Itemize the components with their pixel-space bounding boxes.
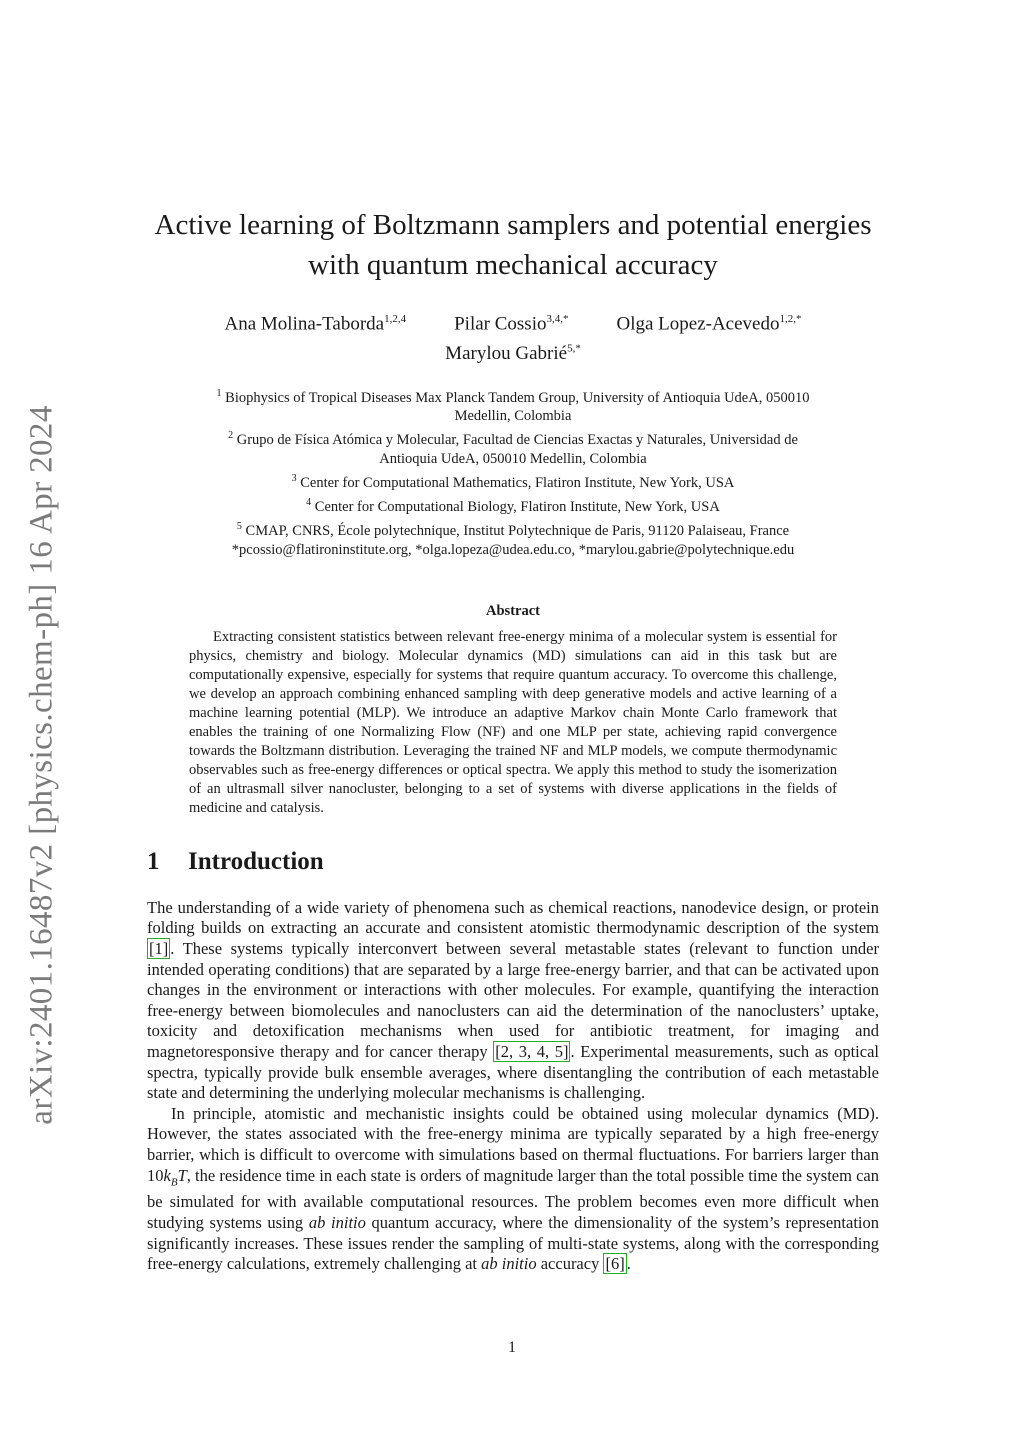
paper-title xyxy=(147,205,879,285)
section-title: Introduction xyxy=(188,847,324,875)
affiliation-3: $^3$ Center for Computational Mathematics, Flatiron Institute, New York, USA xyxy=(291,473,735,492)
abstract-heading: Abstract xyxy=(486,602,540,619)
section-number: 1 xyxy=(147,847,160,875)
title-line-1: Active learning of Boltzmann samplers and potential energies xyxy=(154,209,872,241)
citation-link[interactable]: [1] xyxy=(149,938,169,958)
author-list xyxy=(147,307,879,366)
abstract-text: Extracting consistent statistics between relevant free-energy minima of a molecular system is essential for physics, chemistry and biology. Molecular dynamics (MD) simulations can aid in this task but are computationally expensive, especially for systems that require quantum accuracy. To overcome this challenge, we develop an approach combining enhanced sampling with deep generative models and active learning of a machine learning potential (MLP). We introduce an adaptive Markov chain Monte Carlo framework that enables the training of one Normalizing Flow (NF) and one MLP per state, achieving rapid convergence towards the Boltzmann distribution. Leveraging the trained NF and MLP models, we compute thermodynamic observables such as free-energy differences or optical spectra. We apply this method to study the isomerization of an ultrasmall silver nanocluster, belonging to a set of systems with diverse applications in the fields of medicine and catalysis. xyxy=(189,628,837,816)
affiliation-1-cont: Medellin, Colombia xyxy=(454,408,572,425)
section-heading-introduction xyxy=(147,848,879,876)
title-line-2: with quantum mechanical accuracy xyxy=(308,249,718,281)
paper-page xyxy=(147,205,879,1275)
affiliation-2: $^2$ Grupo de Física Atómica y Molecular, Facultad de Ciencias Exactas y Naturales, Universidad de xyxy=(228,430,798,449)
author-name: Ana Molina-Taborda$^{1,2,4}$ xyxy=(224,313,407,335)
intro-paragraph-2: In principle, atomistic and mechanistic insights could be obtained using molecular dynamics (MD). However, the states associated with the free-energy minima are typically separated by a high free-energy barrier, which is difficult to overcome with simulations based on thermal fluctuations. For barriers larger than $10k_BT$, the residence time in each state is orders of magnitude larger than the total possible time the system can be simulated for with available computational resources. The problem becomes even more difficult when studying systems using ab initio quantum accuracy, where the dimensionality of the system’s representation significantly increases. These issues render the sampling of multi-state systems, along with the corresponding free-energy calculations, extremely challenging at ab initio accuracy [6] . xyxy=(147,1103,880,1274)
affiliation-1: $^1$ Biophysics of Tropical Diseases Max Planck Tandem Group, University of Antioquia UdeA, 050010 xyxy=(216,387,810,406)
arxiv-identifier: arXiv:2401.16487v2 [physics.chem-ph] 16 Apr 2024 xyxy=(23,405,60,1125)
author-name: Pilar Cossio$^{3,4,*}$ xyxy=(454,313,569,335)
arxiv-sidebar-stamp xyxy=(22,385,62,1145)
citation-link[interactable]: [2, 3, 4, 5] xyxy=(495,1041,569,1061)
contact-emails[interactable]: *pcossio@flatironinstitute.org, *olga.lopeza@udea.edu.co, *marylou.gabrie@polytechnique.edu xyxy=(231,541,795,558)
affiliation-5: $^5$ CMAP, CNRS, École polytechnique, Institut Polytechnique de Paris, 91120 Palaiseau, France xyxy=(236,520,790,539)
citation-link[interactable]: [6] xyxy=(605,1254,625,1274)
intro-paragraph-1: The understanding of a wide variety of phenomena such as chemical reactions, nanodevice design, or protein folding builds on extracting an accurate and consistent atomistic thermodynamic description of the system [1] . These systems typically interconvert between several metastable states (relevant to function under intended operating conditions) that are separated by a large free-energy barrier, and that can be activated upon changes in the environment or interactions with other molecules. For example, quantifying the interaction free-energy between biomolecules and nanoclusters can aid the determination of the nanoclusters’ uptake, toxicity and detoxification mechanisms when used for antibiotic treatment, for imaging and magnetoresponsive therapy and for cancer therapy [2, 3, 4, 5] . Experimental measurements, such as optical spectra, typically provide bulk ensemble averages, where disentangling the contribution of each metastable state and determining the underlying molecular mechanisms is challenging. xyxy=(147,897,879,1103)
affiliation-2-cont: Antioquia UdeA, 050010 Medellin, Colombia xyxy=(379,451,647,468)
page-number: 1 xyxy=(508,1339,516,1356)
affiliation-list xyxy=(147,384,879,560)
author-name: Olga Lopez-Acevedo$^{1,2,*}$ xyxy=(616,313,802,335)
affiliation-4: $^4$ Center for Computational Biology, Flatiron Institute, New York, USA xyxy=(306,497,720,515)
author-name: Marylou Gabrié$^{5,*}$ xyxy=(445,342,581,364)
